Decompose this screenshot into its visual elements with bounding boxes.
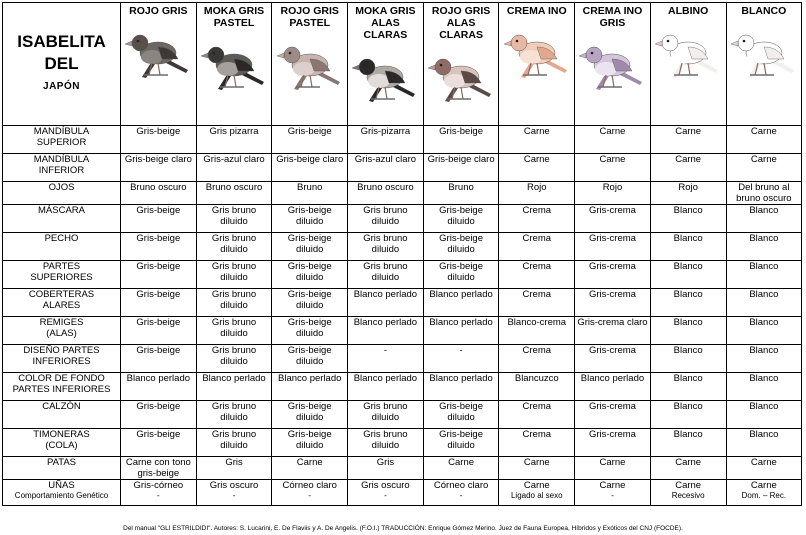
row-label-line: PECHO: [44, 233, 79, 244]
row-label: [3, 317, 121, 345]
table-cell: Gris-beige diluido: [423, 233, 499, 261]
table-cell: Blanco perlado: [423, 373, 499, 401]
variety-name: CREMA INO: [506, 5, 567, 17]
nail-value: Gris oscuro: [209, 480, 259, 491]
table-cell: Gris-crema: [575, 401, 651, 429]
variety-header: [650, 3, 726, 126]
variety-name: ROJO GRIS ALAS CLARAS: [431, 5, 491, 41]
genetics-value: -: [459, 491, 463, 500]
row-label-line: CALZÓN: [42, 401, 81, 412]
table-row: [3, 261, 802, 289]
genetics-label: Comportamiento Genético: [14, 491, 109, 500]
table-cell: Carne: [726, 126, 802, 154]
table-row: [3, 182, 802, 205]
nail-value: Carne: [523, 480, 550, 491]
genetics-value: -: [232, 491, 236, 500]
row-label-line: OJOS: [48, 182, 75, 193]
table-cell: Carne: [499, 126, 575, 154]
row-label-line: PATAS: [46, 457, 77, 468]
table-cell: Blanco perlado: [196, 373, 272, 401]
table-cell: [650, 480, 726, 506]
table-cell: Del bruno al bruno oscuro: [726, 182, 802, 205]
table-cell: Blanco: [726, 205, 802, 233]
row-label: [3, 126, 121, 154]
bird-illustration: [728, 23, 801, 85]
table-cell: Crema: [499, 429, 575, 457]
table-cell: Carne: [575, 154, 651, 182]
table-cell: Bruno oscuro: [121, 182, 197, 205]
table-cell: Gris: [196, 457, 272, 480]
table-cell: [726, 480, 802, 506]
table-cell: Blanco: [726, 317, 802, 345]
table-cell: Crema: [499, 205, 575, 233]
genetics-value: -: [157, 491, 160, 500]
table-cell: Blanco perlado: [423, 317, 499, 345]
nail-value: Carne: [675, 480, 702, 491]
table-cell: [272, 480, 348, 506]
genetics-value: Ligado al sexo: [510, 491, 563, 500]
genetics-value: -: [384, 491, 387, 500]
table-cell: Carne: [499, 457, 575, 480]
table-cell: Gris-beige diluido: [272, 317, 348, 345]
bird-illustration: [273, 35, 346, 97]
title-line-3: JAPÓN: [43, 81, 80, 92]
table-cell: Carne con tono gris-beige: [121, 457, 197, 480]
variety-name: MOKA GRIS ALAS CLARAS: [355, 5, 416, 41]
row-label-line: MÁSCARA: [38, 205, 85, 216]
table-cell: Gris-beige: [121, 429, 197, 457]
table-cell: Gris-crema: [575, 289, 651, 317]
table-cell: Gris-beige: [121, 126, 197, 154]
table-cell: Gris-beige diluido: [423, 205, 499, 233]
table-cell: [423, 480, 499, 506]
nail-value: Gris-córneo: [133, 480, 184, 491]
table-cell: -: [423, 345, 499, 373]
table-cell: Carne: [499, 154, 575, 182]
table-cell: Gris-beige diluido: [423, 429, 499, 457]
row-label: [3, 345, 121, 373]
bird-illustration: [349, 47, 422, 109]
table-cell: Bruno oscuro: [348, 182, 424, 205]
row-label-line: ALARES: [42, 300, 81, 311]
bird-illustration: [122, 23, 195, 85]
table-cell: Blanco: [650, 205, 726, 233]
title-line-1: ISABELITA: [17, 32, 106, 51]
table-row: [3, 480, 802, 506]
nail-value: Carne: [750, 480, 777, 491]
nail-value: Gris oscuro: [361, 480, 410, 491]
row-label-line: PARTES: [42, 261, 81, 272]
table-cell: Blanco: [650, 233, 726, 261]
table-cell: Gris-beige: [121, 261, 197, 289]
variety-name: BLANCO: [741, 5, 787, 17]
table-cell: Gris-crema: [575, 205, 651, 233]
bird-illustration: [652, 23, 725, 85]
table-row: [3, 154, 802, 182]
table-cell: Gris bruno diluido: [196, 261, 272, 289]
table-cell: Bruno: [272, 182, 348, 205]
table-cell: Gris: [348, 457, 424, 480]
header-row: [3, 3, 802, 126]
table-cell: Gris pizarra: [196, 126, 272, 154]
table-cell: Gris-beige: [121, 317, 197, 345]
table-cell: Gris-beige: [272, 126, 348, 154]
variety-name: ALBINO: [668, 5, 709, 17]
table-cell: Carne: [575, 126, 651, 154]
table-cell: Gris-beige diluido: [272, 261, 348, 289]
table-cell: Carne: [650, 457, 726, 480]
table-cell: Blanco: [726, 345, 802, 373]
table-cell: Blanco perlado: [121, 373, 197, 401]
bird-illustration: [500, 23, 573, 85]
table-cell: Blanco: [650, 345, 726, 373]
table-cell: Rojo: [575, 182, 651, 205]
row-label-line: UÑAS: [48, 480, 75, 491]
table-cell: Gris bruno diluido: [196, 345, 272, 373]
table-cell: Gris-beige claro: [272, 154, 348, 182]
row-label-line: DISEÑO PARTES: [23, 345, 100, 356]
table-cell: Carne: [726, 457, 802, 480]
table-cell: Carne: [726, 154, 802, 182]
row-label: [3, 401, 121, 429]
variety-name: ROJO GRIS PASTEL: [280, 5, 339, 29]
table-cell: [121, 480, 197, 506]
row-label-line: PARTES INFERIORES: [12, 384, 111, 395]
table-row: [3, 457, 802, 480]
table-cell: Gris-azul claro: [348, 154, 424, 182]
variety-header: [726, 3, 802, 126]
table-cell: Carne: [272, 457, 348, 480]
table-cell: Rojo: [650, 182, 726, 205]
table-cell: Crema: [499, 401, 575, 429]
row-label-line: INFERIORES: [32, 356, 91, 367]
row-label-line: SUPERIORES: [30, 272, 93, 283]
variety-header: [348, 3, 424, 126]
row-label-line: (COLA): [45, 440, 78, 451]
table-cell: Blanco perlado: [575, 373, 651, 401]
table-cell: Blanco: [650, 289, 726, 317]
table-cell: Gris-crema: [575, 233, 651, 261]
table-cell: Blanco perlado: [423, 289, 499, 317]
table-cell: -: [348, 345, 424, 373]
row-label-line: REMIGES: [39, 317, 84, 328]
table-cell: Gris-beige: [121, 401, 197, 429]
table-cell: Crema: [499, 289, 575, 317]
table-cell: Blanco: [650, 429, 726, 457]
title-cell: [3, 3, 121, 126]
table-cell: Gris bruno diluido: [348, 401, 424, 429]
row-label: [3, 480, 121, 506]
table-cell: Gris-beige: [121, 205, 197, 233]
table-cell: Gris-crema: [575, 345, 651, 373]
row-label-line: (ALAS): [46, 328, 77, 339]
row-label: [3, 205, 121, 233]
variety-header: [121, 3, 197, 126]
genetics-value: -: [611, 491, 614, 500]
table-cell: Blanco: [726, 429, 802, 457]
table-cell: Bruno oscuro: [196, 182, 272, 205]
source-credit: Del manual "GLI ESTRILDIDI". Autores: S. Lucarini, E. De Flaviis y A. De Angelis. (F.O.I.) TRADUCCIÓN: Enrique Gómez Merino. Juez de Fauna Europea, Híbridos y Exóticos del CNJ (FOCDE).: [123, 525, 683, 532]
table-cell: Blanco-crema: [499, 317, 575, 345]
bird-illustration: [576, 35, 649, 97]
table-cell: Gris-beige claro: [423, 154, 499, 182]
table-cell: Gris-crema: [575, 429, 651, 457]
genetics-value: -: [308, 491, 312, 500]
table-cell: Blanco: [650, 317, 726, 345]
row-label: [3, 457, 121, 480]
table-cell: Blanco perlado: [348, 373, 424, 401]
variety-header: [499, 3, 575, 126]
table-cell: Bruno: [423, 182, 499, 205]
table-cell: Carne: [650, 154, 726, 182]
table-cell: Gris bruno diluido: [196, 317, 272, 345]
comparison-table: [2, 2, 802, 506]
bird-illustration: [198, 35, 271, 97]
table-cell: Gris-beige diluido: [272, 429, 348, 457]
table-cell: Gris-beige diluido: [272, 401, 348, 429]
table-row: [3, 233, 802, 261]
table-cell: Gris-beige diluido: [272, 233, 348, 261]
table-cell: Gris bruno diluido: [196, 205, 272, 233]
variety-header: [575, 3, 651, 126]
genetics-value: Dom. – Rec.: [741, 491, 787, 500]
table-cell: Gris-beige diluido: [272, 205, 348, 233]
table-cell: Carne: [575, 457, 651, 480]
table-cell: Gris-crema claro: [575, 317, 651, 345]
nail-value: Córneo claro: [433, 480, 489, 491]
table-cell: Blanco: [726, 373, 802, 401]
table-cell: Carne: [650, 126, 726, 154]
variety-name: CREMA INO GRIS: [582, 5, 643, 29]
row-label-line: TIMONERAS: [33, 429, 90, 440]
table-cell: Blanco perlado: [348, 317, 424, 345]
table-cell: Gris-beige diluido: [272, 289, 348, 317]
table-cell: Gris-beige diluido: [423, 261, 499, 289]
variety-name: MOKA GRIS PASTEL: [203, 5, 265, 29]
table-row: [3, 345, 802, 373]
table-cell: Blanco: [726, 233, 802, 261]
genetics-value: Recesivo: [671, 491, 705, 500]
row-label: [3, 261, 121, 289]
row-label-line: INFERIOR: [38, 165, 85, 176]
table-row: [3, 401, 802, 429]
row-label: [3, 154, 121, 182]
table-cell: Blanco: [726, 401, 802, 429]
table-cell: Blanco: [650, 261, 726, 289]
table-row: [3, 317, 802, 345]
table-cell: Carne: [423, 457, 499, 480]
table-cell: Gris bruno diluido: [348, 205, 424, 233]
variety-name: ROJO GRIS: [129, 5, 188, 17]
row-label-line: COLOR DE FONDO: [18, 373, 105, 384]
table-cell: Gris bruno diluido: [348, 233, 424, 261]
table-cell: Gris bruno diluido: [348, 429, 424, 457]
table-cell: Gris-beige claro: [121, 154, 197, 182]
row-label-line: SUPERIOR: [36, 137, 87, 148]
variety-header: [423, 3, 499, 126]
row-label: [3, 429, 121, 457]
table-row: [3, 126, 802, 154]
table-cell: Blanco perlado: [272, 373, 348, 401]
table-cell: Gris bruno diluido: [196, 401, 272, 429]
row-label: [3, 182, 121, 205]
table-cell: Gris bruno diluido: [196, 289, 272, 317]
table-cell: Blanco perlado: [348, 289, 424, 317]
table-cell: Gris-beige diluido: [423, 401, 499, 429]
variety-header: [196, 3, 272, 126]
table-cell: [575, 480, 651, 506]
table-cell: Gris-beige: [121, 233, 197, 261]
row-label: [3, 373, 121, 401]
row-label: [3, 233, 121, 261]
bird-illustration: [425, 47, 498, 109]
row-label: [3, 289, 121, 317]
table-cell: Rojo: [499, 182, 575, 205]
nail-value: Carne: [599, 480, 626, 491]
row-label-line: COBERTERAS: [28, 289, 95, 300]
table-row: [3, 205, 802, 233]
table-cell: Blanco: [726, 289, 802, 317]
table-cell: Crema: [499, 345, 575, 373]
table-cell: Gris bruno diluido: [196, 233, 272, 261]
title-line-2: DEL: [44, 54, 79, 73]
table-cell: Gris-pizarra: [348, 126, 424, 154]
table-cell: Crema: [499, 261, 575, 289]
table-cell: Gris-crema: [575, 261, 651, 289]
nail-value: Córneo claro: [282, 480, 337, 491]
table-cell: Blanco: [650, 401, 726, 429]
table-cell: Crema: [499, 233, 575, 261]
table-cell: Gris-azul claro: [196, 154, 272, 182]
variety-header: [272, 3, 348, 126]
table-row: [3, 289, 802, 317]
table-cell: Gris-beige: [121, 345, 197, 373]
table-cell: Blanco: [726, 261, 802, 289]
row-label-line: MANDÍBULA: [33, 154, 90, 165]
table-cell: Blancuzco: [499, 373, 575, 401]
table-cell: Gris-beige diluido: [272, 345, 348, 373]
row-label-line: MANDÍBULA: [33, 126, 90, 137]
table-cell: Gris bruno diluido: [196, 429, 272, 457]
table-row: [3, 429, 802, 457]
table-row: [3, 373, 802, 401]
table-cell: Gris-beige: [423, 126, 499, 154]
table-cell: [196, 480, 272, 506]
table-cell: Blanco: [650, 373, 726, 401]
table-cell: [499, 480, 575, 506]
table-cell: [348, 480, 424, 506]
table-cell: Gris bruno diluido: [348, 261, 424, 289]
table-cell: Gris-beige: [121, 289, 197, 317]
